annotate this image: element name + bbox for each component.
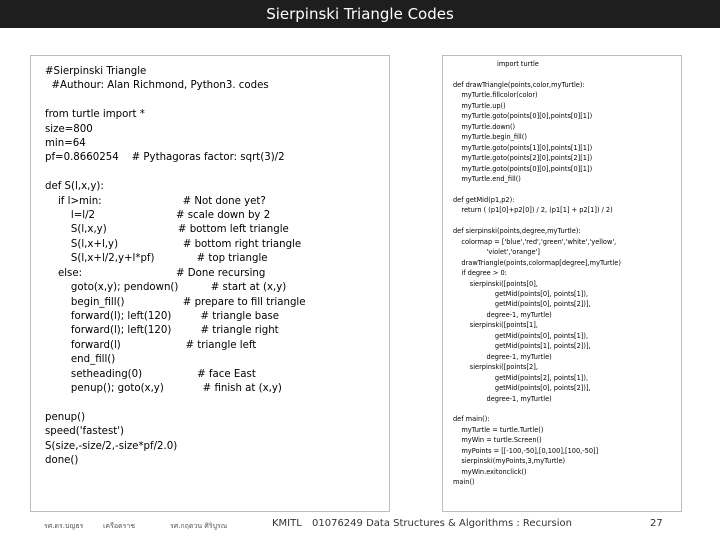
footer-author-1: รศ.ดร.บญธร [44,522,84,530]
footer-institution: KMITL [272,518,302,529]
slide-title-bar [0,0,720,28]
footer-course: 01076249 Data Structures & Algorithms : Recursion [312,518,572,529]
slide-title: Sierpinski Triangle Codes [266,5,454,23]
code-pane-turtle-class [442,55,682,512]
code-listing-right: import turtle def drawTriangle(points,color,myTurtle): myTurtle.fillcolor(color) myTurtle.up() myTurtle.goto(points[0][0],points[0][1]) myTurtle.down() myTurtle.begin_fill() myTurtle.goto(points[1][0],points[1][1]) myTurtle.goto(points[2][0],points[2][1]) myTurtle.goto(points[0][0],points[0][1]) myTurtle.end_fill() def getMid(p1,p2): return ( (p1[0]+p2[0]) / 2, (p1[1] + p2[1]) / 2) def sierpinski(points,degree,myTurtle): colormap = ['blue','red','green','white','yellow', 'violet','orange'] drawTriangle(points,colormap[degree],myTurtle) if degree > 0: sierpinski([points[0], getMid(points[0], points[1]), getMid(points[0], points[2])], degree-1, myTurtle) sierpinski([points[1], getMid(points[0], points[1]), getMid(points[1], points[2])], degree-1, myTurtle) sierpinski([points[2], getMid(points[2], points[1]), getMid(points[0], points[2])], degree-1, myTurtle) def main(): myTurtle = turtle.Turtle() myWin = turtle.Screen() myPoints = [[-100,-50],[0,100],[100,-50]] sierpinski(myPoints,3,myTurtle) myWin.exitonclick() main() [453,60,621,487]
page-number: 27 [650,518,663,529]
footer-author-2: เครือตราช [103,522,136,530]
code-pane-turtle-recursive [30,55,390,512]
code-listing-left: #Sierpinski Triangle #Authour: Alan Richmond, Python3. codes from turtle import * size=800 min=64 pf=0.8660254 # Pythagoras factor: sqrt(3)/2 def S(l,x,y): if l>min: # Not done yet? l=l/2 # scale down by 2 S(l,x,y) # bottom left triangle S(l,x+l,y) # bottom right triangle S(l,x+l/2,y+l*pf) # top triangle else: # Done recursing goto(x,y); pendown() # start at (x,y) begin_fill() # prepare to fill triangle forward(l); left(120) # triangle base forward(l); left(120) # triangle right forward(l) # triangle left end_fill() setheading(0) # face East penup(); goto(x,y) # finish at (x,y) penup() speed('fastest') S(size,-size/2,-size*pf/2.0) done() [45,66,306,466]
footer-author-3: รศ.กฤตวน ศิริบูรณ [170,522,228,530]
